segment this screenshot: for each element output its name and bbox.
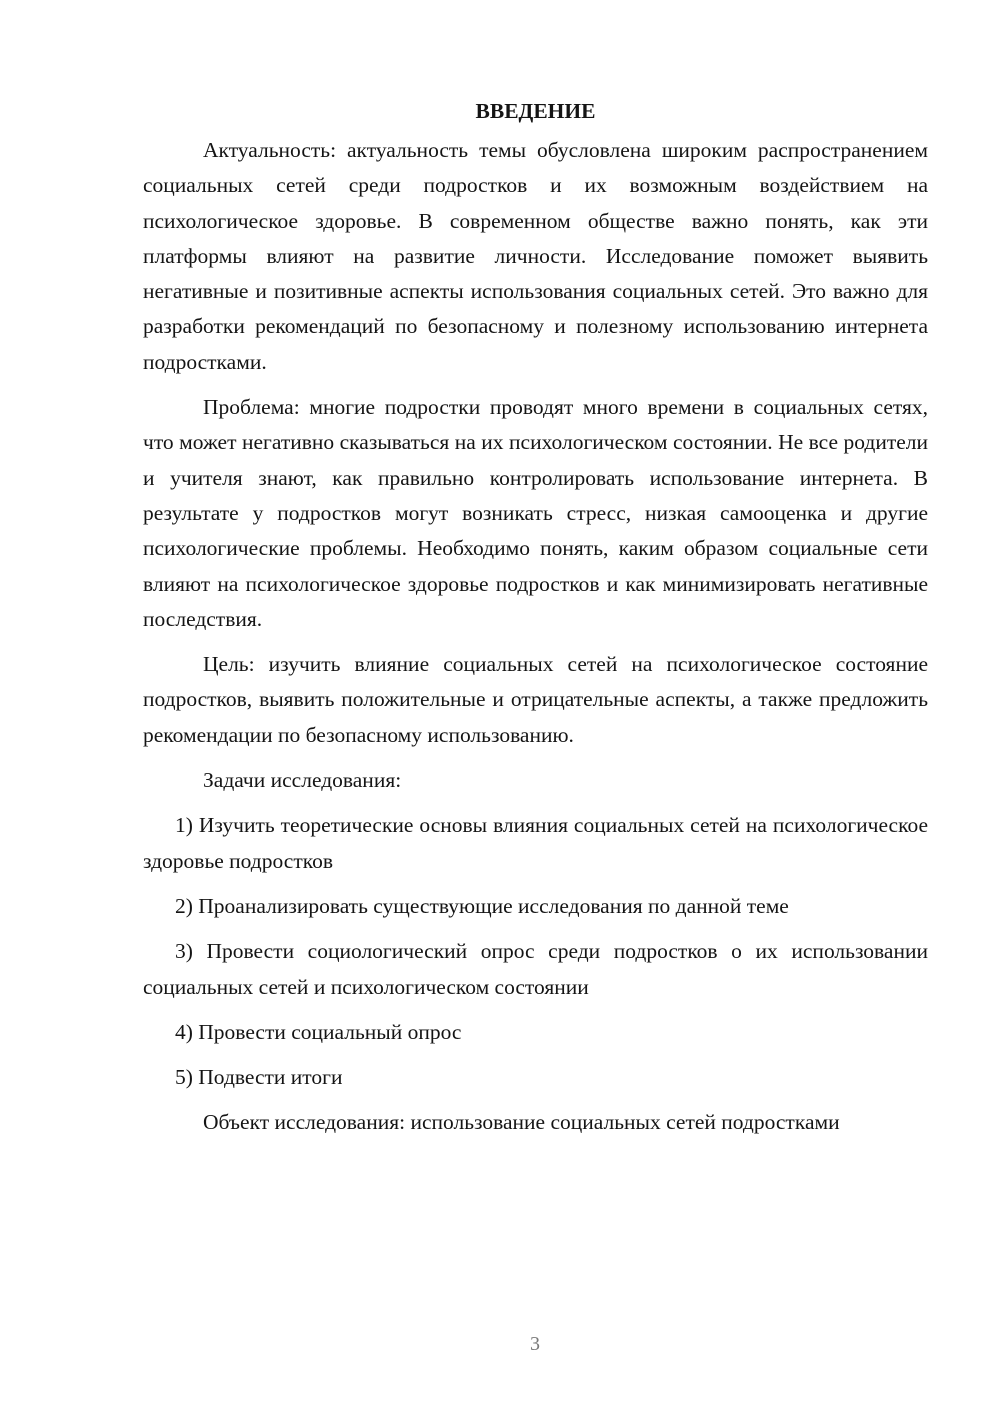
task-item-5: 5) Подвести итоги xyxy=(175,1065,343,1090)
relevance-paragraph: Актуальность: актуальность темы обусловлена широким распространением социальных сетей среди подростков и их возможным воздействием на психологическое здоровье. В современном обществе важно понять, как эти платформы влияют на развитие личности. Исследование поможет выявить негативные и позитивные аспекты использования социальных сетей. Это важно для разработки рекомендаций по безопасному и полезному использованию интернета подростками. xyxy=(143,138,928,374)
problem-paragraph: Проблема: многие подростки проводят много времени в социальных сетях, что может негативно сказываться на их психологическом состоянии. Не все родители и учителя знают, как правильно контролировать использование интернета. В результате у подростков могут возникать стресс, низкая самооценка и другие психологические проблемы. Необходимо понять, каким образом социальные сети влияют на психологическое здоровье подростков и как минимизировать негативные последствия. xyxy=(143,395,928,631)
page-number: 3 xyxy=(530,1333,540,1355)
page-content xyxy=(143,93,928,1141)
task-item-2: 2) Проанализировать существующие исследования по данной теме xyxy=(175,893,789,918)
task-item-4: 4) Провести социальный опрос xyxy=(175,1019,462,1044)
tasks-heading: Задачи исследования: xyxy=(203,768,402,793)
task-item-3: 3) Провести социологический опрос среди подростков о их использовании социальных сетей и психологическом состоянии xyxy=(143,939,928,999)
object-paragraph: Объект исследования: использование социальных сетей подростками xyxy=(203,1110,840,1135)
page-title: ВВЕДЕНИЕ xyxy=(475,99,596,123)
task-item-1: 1) Изучить теоретические основы влияния социальных сетей на психологическое здоровье подростков xyxy=(143,813,928,873)
goal-paragraph: Цель: изучить влияние социальных сетей на психологическое состояние подростков, выявить положительные и отрицательные аспекты, а также предложить рекомендации по безопасному использованию. xyxy=(143,652,928,747)
